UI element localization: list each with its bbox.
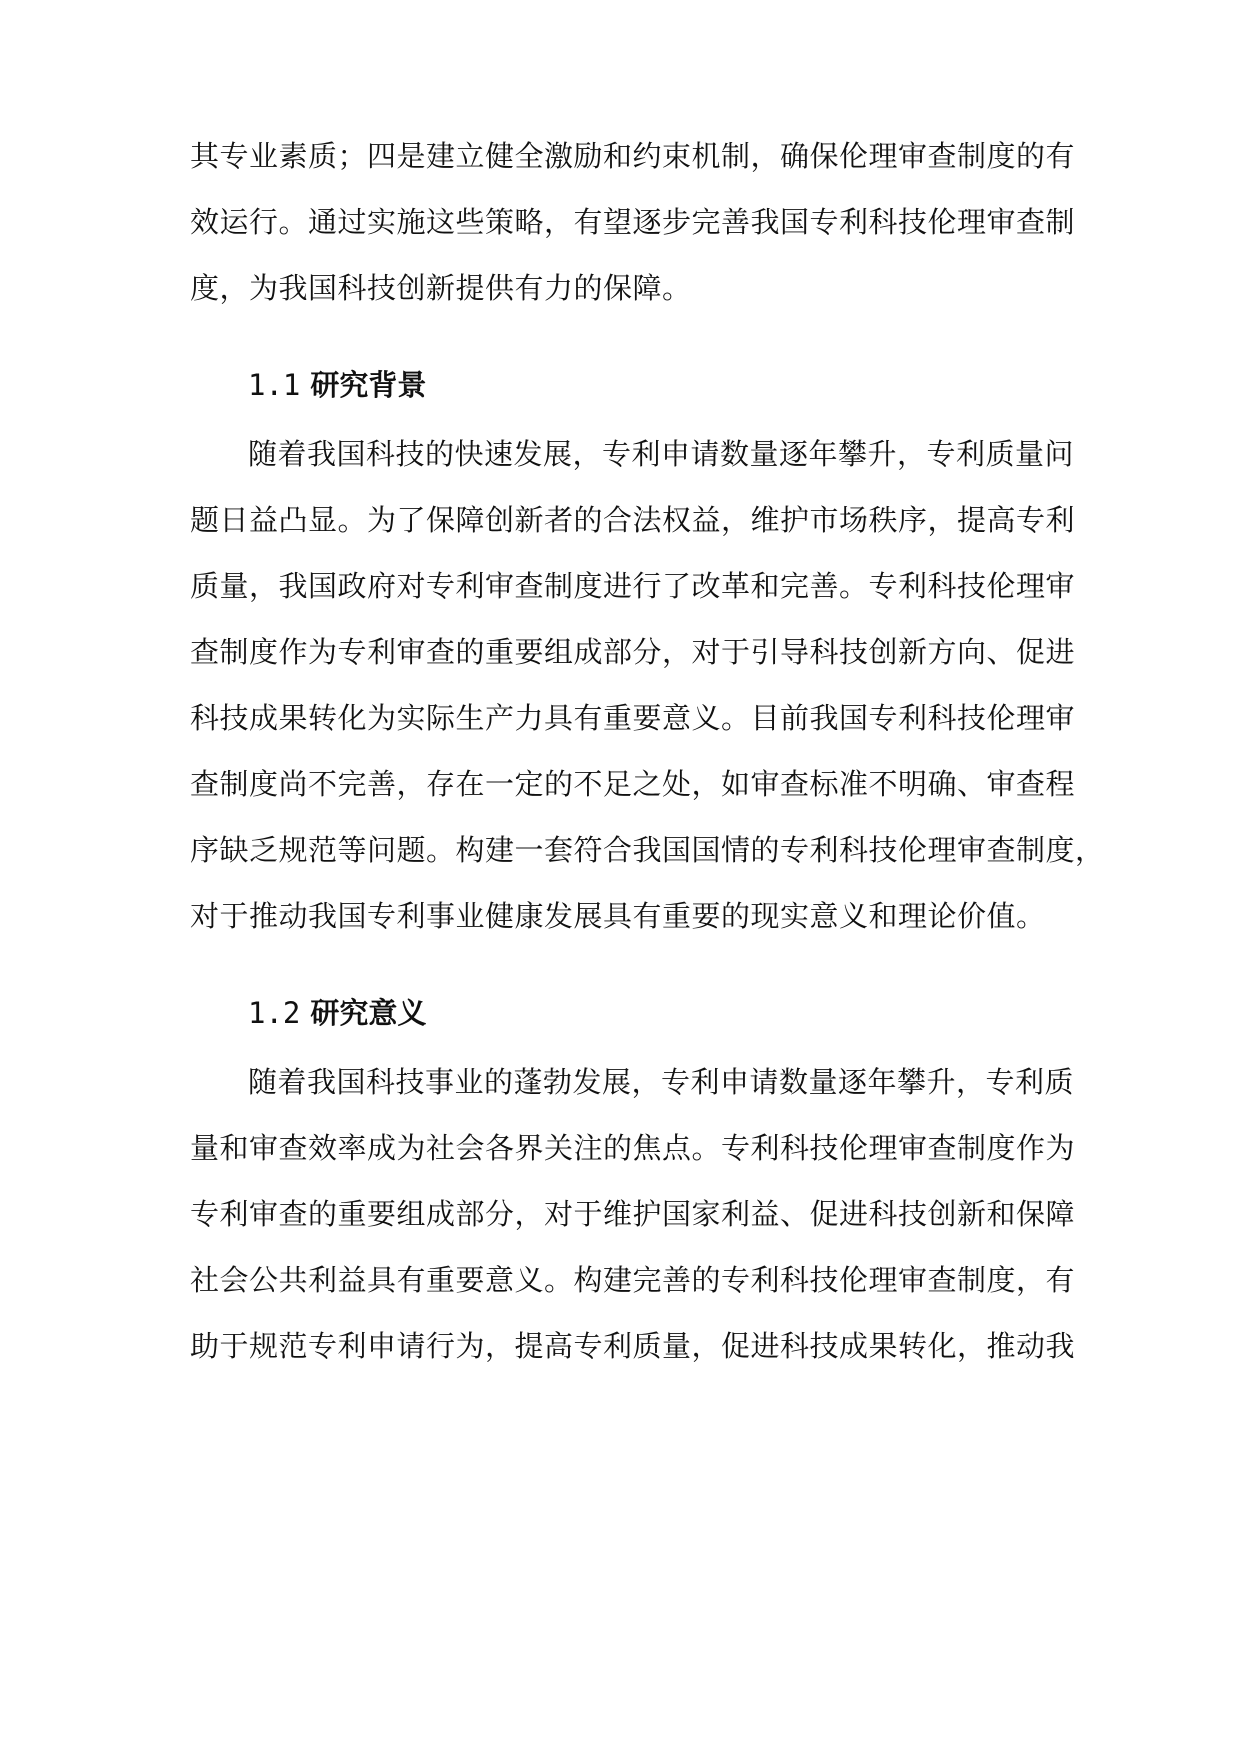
- section-number: 1.2: [248, 996, 301, 1030]
- paragraph-line: 度，为我国科技创新提供有力的保障。: [190, 271, 692, 305]
- section-heading-1-2: [248, 993, 426, 1033]
- paragraph-line: 随着我国科技事业的蓬勃发展，专利申请数量逐年攀升，专利质: [248, 1065, 1075, 1099]
- section-title: 研究背景: [310, 368, 427, 402]
- paragraph-line: 序缺乏规范等问题。构建一套符合我国国情的专利科技伦理审查制度，: [190, 833, 1105, 867]
- paragraph-line: 专利审查的重要组成部分，对于维护国家利益、促进科技创新和保障: [190, 1197, 1076, 1231]
- paragraph-line: 查制度尚不完善，存在一定的不足之处，如审查标准不明确、审查程: [190, 767, 1076, 801]
- paragraph-line: 效运行。通过实施这些策略，有望逐步完善我国专利科技伦理审查制: [190, 205, 1076, 239]
- section-number: 1.1: [248, 368, 301, 402]
- paragraph-line: 科技成果转化为实际生产力具有重要意义。目前我国专利科技伦理审: [190, 701, 1076, 735]
- paragraph-line: 题日益凸显。为了保障创新者的合法权益，维护市场秩序，提高专利: [190, 503, 1076, 537]
- paragraph-line: 其专业素质；四是建立健全激励和约束机制，确保伦理审查制度的有: [190, 139, 1076, 173]
- paragraph-line: 助于规范专利申请行为，提高专利质量，促进科技成果转化，推动我: [190, 1329, 1076, 1363]
- paragraph-line: 查制度作为专利审查的重要组成部分，对于引导科技创新方向、促进: [190, 635, 1076, 669]
- paragraph-line: 随着我国科技的快速发展，专利申请数量逐年攀升，专利质量问: [248, 437, 1075, 471]
- paragraph-line: 质量，我国政府对专利审查制度进行了改革和完善。专利科技伦理审: [190, 569, 1076, 603]
- paragraph-line: 量和审查效率成为社会各界关注的焦点。专利科技伦理审查制度作为: [190, 1131, 1076, 1165]
- section-title: 研究意义: [310, 996, 427, 1030]
- section-heading-1-1: [248, 365, 426, 405]
- paragraph-line: 社会公共利益具有重要意义。构建完善的专利科技伦理审查制度，有: [190, 1263, 1076, 1297]
- paragraph-line: 对于推动我国专利事业健康发展具有重要的现实意义和理论价值。: [190, 899, 1046, 933]
